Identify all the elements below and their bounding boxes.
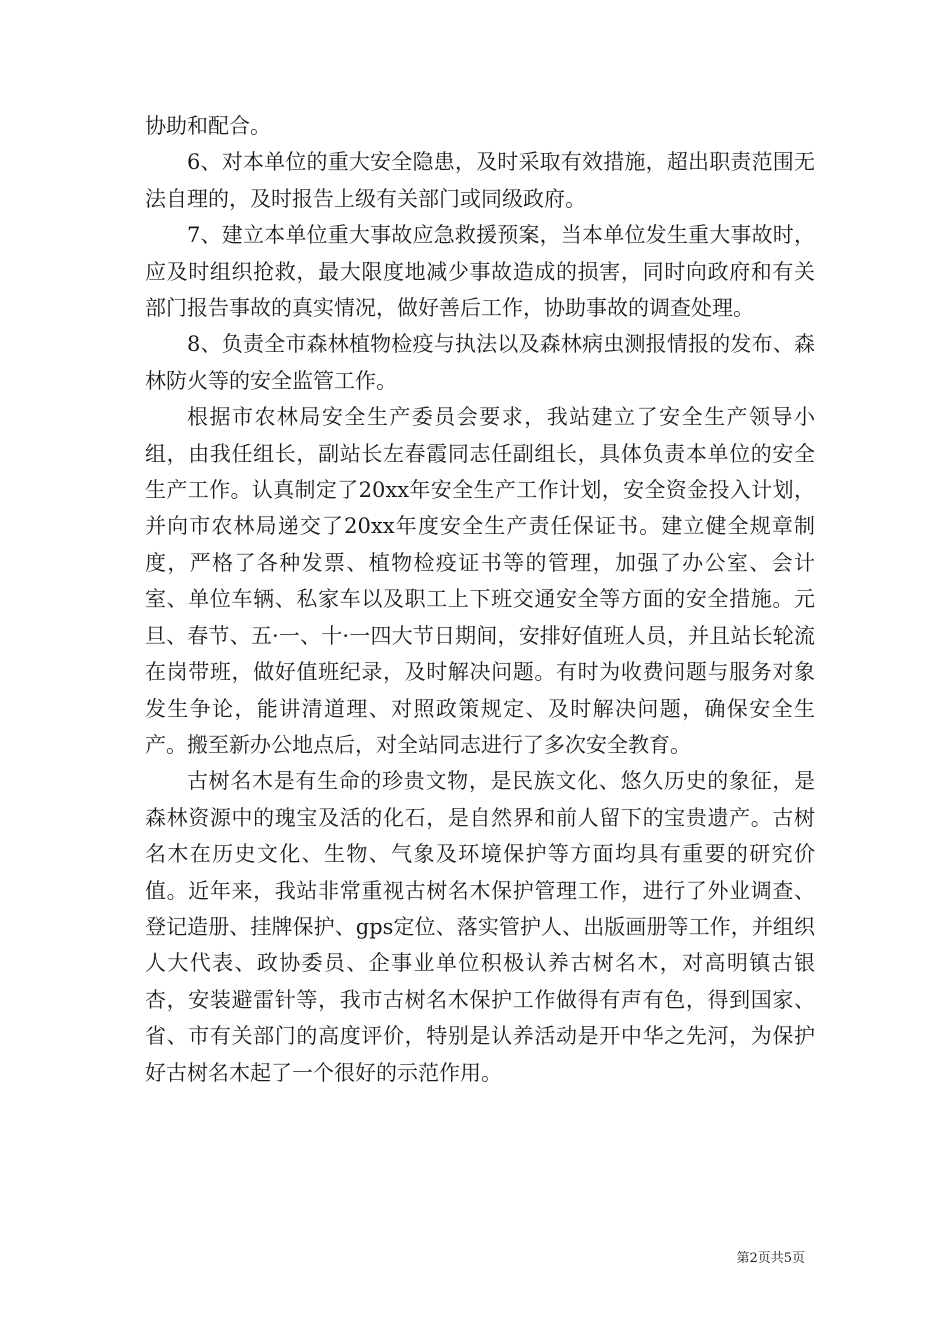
paragraph-item-7: 7、建立本单位重大事故应急救援预案，当本单位发生重大事故时，应及时组织抢救，最大限度地减少事故造成的损害，同时向政府和有关部门报告事故的真实情况，做好善后工作，协助事故的调查处理。: [145, 223, 815, 321]
paragraph-continuation: 协助和配合。: [145, 114, 271, 138]
paragraph-item-6: 6、对本单位的重大安全隐患，及时采取有效措施，超出职责范围无法自理的，及时报告上级有关部门或同级政府。: [145, 150, 815, 211]
paragraph-item-8: 8、负责全市森林植物检疫与执法以及森林病虫测报情报的发布、森林防火等的安全监管工作。: [145, 332, 815, 393]
paragraph-safety-leadership: 根据市农林局安全生产委员会要求，我站建立了安全生产领导小组，由我任组长，副站长左春霞同志任副组长，具体负责本单位的安全生产工作。认真制定了20xx年安全生产工作计划，安全资金投入计划，并向市农林局递交了20xx年度安全生产责任保证书。建立健全规章制度，严格了各种发票、植物检疫证书等的管理，加强了办公室、会计室、单位车辆、私家车以及职工上下班交通安全等方面的安全措施。元旦、春节、五·一、十·一四大节日期间，安排好值班人员，并且站长轮流在岗带班，做好值班纪录，及时解决问题。有时为收费问题与服务对象发生争论，能讲清道理、对照政策规定、及时解决问题，确保安全生产。搬至新办公地点后，对全站同志进行了多次安全教育。: [145, 405, 815, 757]
document-body: [145, 108, 815, 1091]
paragraph-ancient-trees: 古树名木是有生命的珍贵文物，是民族文化、悠久历史的象征，是森林资源中的瑰宝及活的化石，是自然界和前人留下的宝贵遗产。古树名木在历史文化、生物、气象及环境保护等方面均具有重要的研究价值。近年来，我站非常重视古树名木保护管理工作，进行了外业调查、登记造册、挂牌保护、gps定位、落实管护人、出版画册等工作，并组织人大代表、政协委员、企事业单位积极认养古树名木，对高明镇古银杏，安装避雷针等，我市古树名木保护工作做得有声有色，得到国家、省、市有关部门的高度评价，特别是认养活动是开中华之先河，为保护好古树名木起了一个很好的示范作用。: [145, 769, 815, 1085]
page-number-footer: 第2页共5页: [736, 1251, 805, 1266]
